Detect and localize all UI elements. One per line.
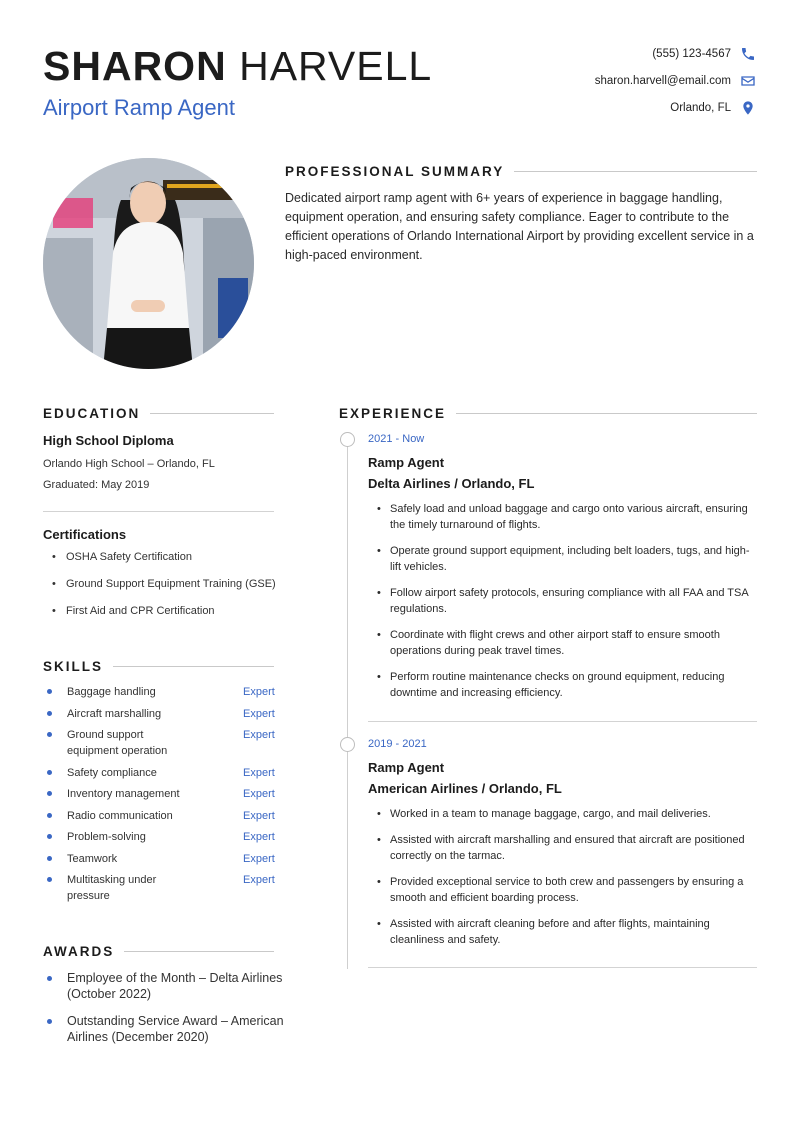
education-graduated: Graduated: May 2019 <box>43 479 150 491</box>
bullet-dot <box>47 689 52 694</box>
bullet-dot <box>47 1019 52 1024</box>
candidate-name <box>43 42 432 90</box>
education-heading <box>43 406 274 421</box>
bullet-text: Follow airport safety protocols, ensuring compliance with all FAA and TSA regulations. <box>390 587 749 615</box>
location-text: Orlando, FL <box>670 101 731 114</box>
bullet-text: Assisted with aircraft cleaning before and after flights, maintaining cleanliness and safety. <box>390 918 710 946</box>
bullet-text: Perform routine maintenance checks on ground equipment, reducing downtime and increasing efficiency. <box>390 671 725 699</box>
list-item: • Operate ground support equipment, including belt loaders, tugs, and high-lift vehicles. <box>368 543 760 575</box>
skill-item <box>43 765 278 781</box>
skill-level: Expert <box>243 788 275 800</box>
email-text: sharon.harvell@email.com <box>594 74 731 87</box>
divider <box>514 171 757 172</box>
timeline-line <box>347 446 348 969</box>
timeline-marker <box>340 432 355 447</box>
award-item <box>43 970 293 1002</box>
job-dates: 2021 - Now <box>368 433 425 445</box>
job-role: Ramp Agent <box>368 455 445 470</box>
skill-name: Safety compliance <box>67 766 157 779</box>
divider <box>113 666 274 667</box>
award-text: Employee of the Month – Delta Airlines (October 2022) <box>67 971 283 1001</box>
skill-level: Expert <box>243 766 275 779</box>
skill-level: Expert <box>243 729 275 741</box>
skills-heading <box>43 659 274 674</box>
skill-item <box>43 684 278 700</box>
bullet-dot <box>47 711 52 716</box>
certifications-heading: Certifications <box>43 527 127 542</box>
skill-name: Baggage handling <box>67 686 156 698</box>
bullet-dot <box>47 770 52 775</box>
bullet-dot <box>47 834 52 839</box>
skill-level: Expert <box>243 809 275 822</box>
skills-list <box>43 684 278 910</box>
education-degree: High School Diploma <box>43 433 174 448</box>
contact-location <box>457 94 757 121</box>
skill-level: Expert <box>243 707 275 720</box>
awards-list <box>43 970 293 1056</box>
experience-entry <box>368 433 760 711</box>
experience-entry <box>368 738 760 958</box>
job-title: Airport Ramp Agent <box>43 95 235 120</box>
list-item: • OSHA Safety Certification <box>52 551 192 563</box>
bullet-dot <box>47 791 52 796</box>
list-item: • Assisted with aircraft cleaning before and after flights, maintaining cleanliness and safety. <box>368 916 760 948</box>
skill-item <box>43 727 278 759</box>
bullet-dot <box>47 976 52 981</box>
bullet-dot <box>47 856 52 861</box>
skill-item <box>43 706 278 722</box>
bullet-text: Assisted with aircraft marshalling and ensured that aircraft are positioned correctly on the tarmac. <box>390 834 745 862</box>
bullet-text: Provided exceptional service to both crew and passengers by ensuring a smooth and efficient boarding process. <box>390 876 744 904</box>
divider <box>150 413 274 414</box>
experience-heading <box>339 406 757 421</box>
list-item: • Worked in a team to manage baggage, cargo, and mail deliveries. <box>377 808 711 820</box>
list-item: • Assisted with aircraft marshalling and ensured that aircraft are positioned correctly on the tarmac. <box>368 832 760 864</box>
first-name: SHARON <box>43 43 227 89</box>
divider <box>456 413 757 414</box>
contact-email <box>457 67 757 94</box>
education-heading-text: EDUCATION <box>43 406 141 421</box>
experience-divider <box>368 721 757 722</box>
skill-item <box>43 786 278 802</box>
contact-phone <box>457 40 757 67</box>
job-bullets <box>368 806 760 948</box>
bullet-dot <box>47 813 52 818</box>
summary-heading-text: PROFESSIONAL SUMMARY <box>285 164 505 179</box>
skill-name: Teamwork <box>67 852 118 865</box>
last-name: HARVELL <box>239 43 433 89</box>
skill-name: Multitasking under pressure <box>67 874 157 902</box>
education-school: Orlando High School – Orlando, FL <box>43 458 215 470</box>
envelope-icon <box>739 72 757 90</box>
skill-name: Problem-solving <box>67 831 146 843</box>
skill-name: Inventory management <box>67 788 180 800</box>
bullet-text: Operate ground support equipment, including belt loaders, tugs, and high-lift vehicles. <box>390 545 750 573</box>
education-divider <box>43 511 274 512</box>
map-pin-icon <box>739 99 757 117</box>
skill-item <box>43 872 278 904</box>
job-bullets <box>368 501 760 701</box>
bullet-dot <box>47 877 52 882</box>
list-item: • Ground Support Equipment Training (GSE) <box>52 578 276 590</box>
certifications-list <box>52 549 292 630</box>
skill-level: Expert <box>243 852 275 865</box>
skill-item <box>43 808 278 824</box>
timeline-marker <box>340 737 355 752</box>
profile-photo <box>43 158 254 369</box>
certification-text: Ground Support Equipment Training (GSE) <box>66 578 276 590</box>
bullet-text: Safely load and unload baggage and cargo onto various aircraft, ensuring the timely turnaround of flights. <box>390 503 748 531</box>
certification-text: First Aid and CPR Certification <box>66 605 215 617</box>
bullet-text: Worked in a team to manage baggage, cargo, and mail deliveries. <box>390 808 711 820</box>
awards-heading <box>43 944 274 959</box>
contact-block <box>457 40 757 121</box>
skill-name: Ground support equipment operation <box>67 729 168 757</box>
summary-heading <box>285 164 757 179</box>
certification-text: OSHA Safety Certification <box>66 551 192 563</box>
award-text: Outstanding Service Award – American Airlines (December 2020) <box>67 1014 284 1044</box>
skill-level: Expert <box>243 686 275 698</box>
skill-name: Radio communication <box>67 809 173 822</box>
job-company: Delta Airlines / Orlando, FL <box>368 476 535 491</box>
skill-name: Aircraft marshalling <box>67 707 162 720</box>
list-item: • Safely load and unload baggage and cargo onto various aircraft, ensuring the timely turnaround of flights. <box>368 501 760 533</box>
list-item: • Provided exceptional service to both crew and passengers by ensuring a smooth and efficient boarding process. <box>368 874 760 906</box>
skill-level: Expert <box>243 831 275 843</box>
divider <box>124 951 274 952</box>
bullet-dot <box>47 732 52 737</box>
list-item: • Coordinate with flight crews and other airport staff to ensure smooth operations during peak travel times. <box>368 627 760 659</box>
list-item: • Perform routine maintenance checks on ground equipment, reducing downtime and increasing efficiency. <box>368 669 760 701</box>
job-company: American Airlines / Orlando, FL <box>368 781 562 796</box>
award-item <box>43 1013 293 1045</box>
bullet-text: Coordinate with flight crews and other airport staff to ensure smooth operations during peak travel times. <box>390 629 720 657</box>
skill-level: Expert <box>243 874 275 886</box>
job-dates: 2019 - 2021 <box>368 738 427 750</box>
experience-divider <box>368 967 757 968</box>
skill-item <box>43 851 278 867</box>
phone-text: (555) 123-4567 <box>652 47 731 60</box>
skills-heading-text: SKILLS <box>43 659 104 674</box>
job-role: Ramp Agent <box>368 760 445 775</box>
list-item: • Follow airport safety protocols, ensuring compliance with all FAA and TSA regulations. <box>368 585 760 617</box>
awards-heading-text: AWARDS <box>43 944 115 959</box>
skill-item <box>43 829 278 845</box>
list-item: • First Aid and CPR Certification <box>52 605 215 617</box>
summary-text: Dedicated airport ramp agent with 6+ years of experience in baggage handling, equipment operation, and ensuring safety compliance. Eager to contribute to the efficient operations of Orlando International Airport by providing excellent service in a high-paced environment. <box>285 191 754 262</box>
phone-icon <box>739 45 757 63</box>
experience-heading-text: EXPERIENCE <box>339 406 447 421</box>
